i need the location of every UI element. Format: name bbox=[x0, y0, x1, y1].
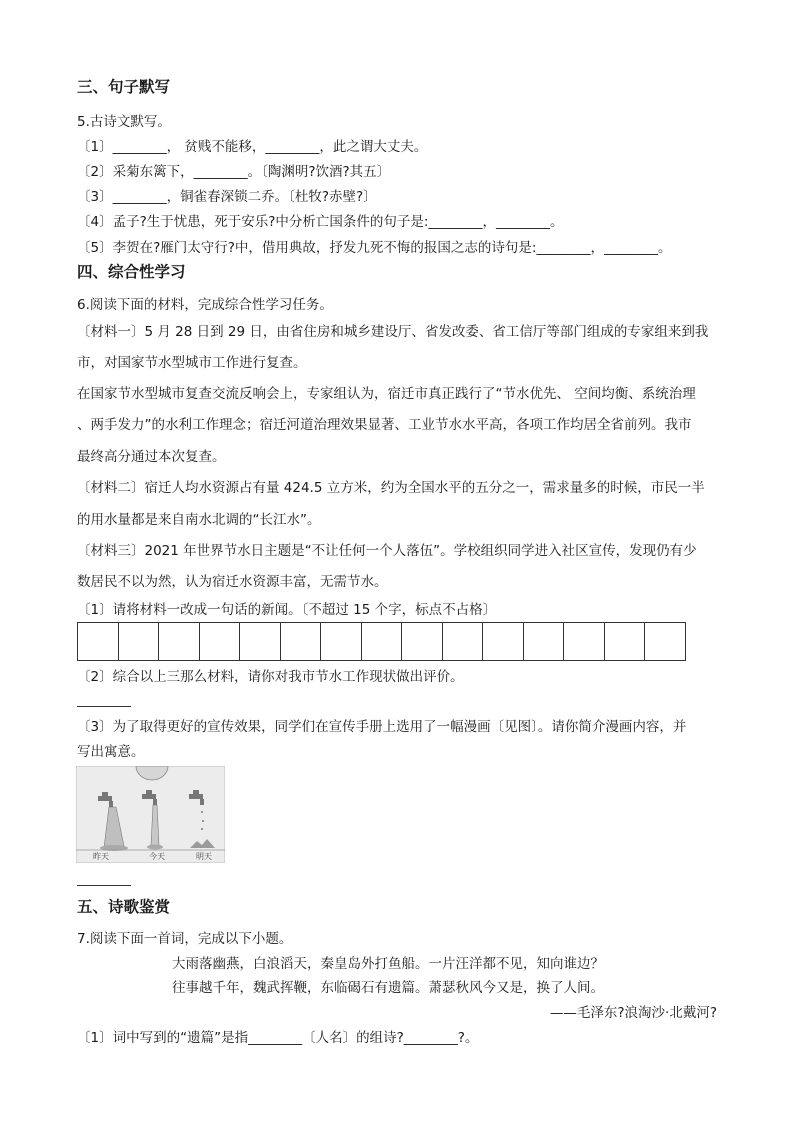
answer-cell[interactable] bbox=[443, 622, 484, 661]
answer-cell[interactable] bbox=[564, 622, 605, 661]
section-4-heading: 四、综合性学习 bbox=[77, 263, 186, 281]
question-6-sub-1: 〔1〕请将材料一改成一句话的新闻。〔不超过 15 个字，标点不占格〕 bbox=[77, 602, 497, 618]
answer-cell[interactable] bbox=[159, 622, 200, 661]
question-6-sub-3-line-1: 〔3〕为了取得更好的宣传效果，同学们在宣传手册上选用了一幅漫画〔见图〕。请你简介漫画内容，并 bbox=[77, 719, 687, 735]
question-7-stem: 7.阅读下面一首词，完成以下小题。 bbox=[77, 931, 293, 947]
material-line: 〔材料二〕宿迁人均水资源占有量 424.5 立方米，约为全国水平的五分之一，需求量多的时候，市民一半 bbox=[77, 480, 705, 496]
question-7-sub-1: 〔1〕词中写到的“遗篇”是指________〔人名〕的组诗?________?。 bbox=[77, 1030, 479, 1046]
answer-cell[interactable] bbox=[240, 622, 281, 661]
answer-cell[interactable] bbox=[483, 622, 524, 661]
water-saving-cartoon bbox=[76, 766, 225, 863]
answer-line[interactable] bbox=[77, 706, 131, 707]
material-line: 〔材料三〕2021 年世界节水日主题是“不让任何一个人落伍”。学校组织同学进入社区宣传，发现仍有少 bbox=[77, 543, 697, 559]
question-5-item-1: 〔1〕________， 贫贱不能移，________，此之谓大丈夫。 bbox=[77, 139, 428, 155]
question-6-stem: 6.阅读下面的材料，完成综合性学习任务。 bbox=[77, 297, 333, 313]
answer-cell[interactable] bbox=[402, 622, 443, 661]
question-6-sub-3-line-2: 写出寓意。 bbox=[77, 744, 145, 760]
answer-line[interactable] bbox=[77, 885, 131, 886]
material-line: 在国家节水型城市复查交流反响会上，专家组认为，宿迁市真正践行了“节水优先、 空间均衡、系统治理 bbox=[77, 386, 696, 402]
question-5-stem: 5.古诗文默写。 bbox=[77, 114, 171, 130]
answer-cell[interactable] bbox=[605, 622, 646, 661]
question-5-item-2: 〔2〕采菊东篱下，________。〔陶渊明?饮酒?其五〕 bbox=[77, 164, 391, 180]
section-3-heading: 三、句子默写 bbox=[77, 78, 171, 96]
answer-cell[interactable] bbox=[321, 622, 362, 661]
poem-attribution: ——毛泽东?浪淘沙·北戴河? bbox=[549, 1005, 717, 1021]
answer-grid[interactable] bbox=[77, 622, 686, 661]
answer-cell[interactable] bbox=[281, 622, 322, 661]
material-line: 〔材料一〕5 月 28 日到 29 日，由省住房和城乡建设厅、省发改委、省工信厅等部门组成的专家组来到我 bbox=[77, 324, 709, 340]
material-line: 最终高分通过本次复查。 bbox=[77, 449, 226, 465]
material-line: 市，对国家节水型城市工作进行复查。 bbox=[77, 355, 307, 371]
question-6-sub-2: 〔2〕综合以上三那么材料，请你对我市节水工作现状做出评价。 bbox=[77, 669, 464, 685]
question-5-item-3: 〔3〕________，铜雀春深锁二乔。〔杜牧?赤壁?〕 bbox=[77, 189, 377, 205]
question-5-item-5: 〔5〕李贺在?雁门太守行?中，借用典故，抒发九死不悔的报国之志的诗句是:________，________。 bbox=[77, 240, 672, 256]
answer-cell[interactable] bbox=[362, 622, 403, 661]
poem-line-1: 大雨落幽燕，白浪滔天，秦皇岛外打鱼船。一片汪洋都不见，知向谁边？ bbox=[172, 956, 604, 972]
answer-cell[interactable] bbox=[119, 622, 160, 661]
cartoon-label-tomorrow: 明天 bbox=[196, 852, 212, 861]
cartoon-label-today: 今天 bbox=[149, 852, 165, 861]
material-line: 的用水量都是来自南水北调的“长江水”。 bbox=[77, 512, 321, 528]
cartoon-label-yesterday: 昨天 bbox=[93, 852, 109, 861]
material-line: 数居民不以为然，认为宿迁水资源丰富，无需节水。 bbox=[77, 574, 388, 590]
answer-cell[interactable] bbox=[200, 622, 241, 661]
answer-cell[interactable] bbox=[524, 622, 565, 661]
section-5-heading: 五、诗歌鉴赏 bbox=[77, 898, 171, 916]
material-line: 、两手发力”的水利工作理念；宿迁河道治理效果显著、工业节水水平高，各项工作均居全省前列。我市 bbox=[77, 417, 692, 433]
answer-cell[interactable] bbox=[645, 622, 686, 661]
question-5-item-4: 〔4〕孟子?生于忧患，死于安乐?中分析亡国条件的句子是:________，________。 bbox=[77, 214, 564, 230]
poem-line-2: 往事越千年，魏武挥鞭，东临碣石有遗篇。萧瑟秋风今又是，换了人间。 bbox=[172, 980, 604, 996]
answer-cell[interactable] bbox=[78, 622, 119, 661]
